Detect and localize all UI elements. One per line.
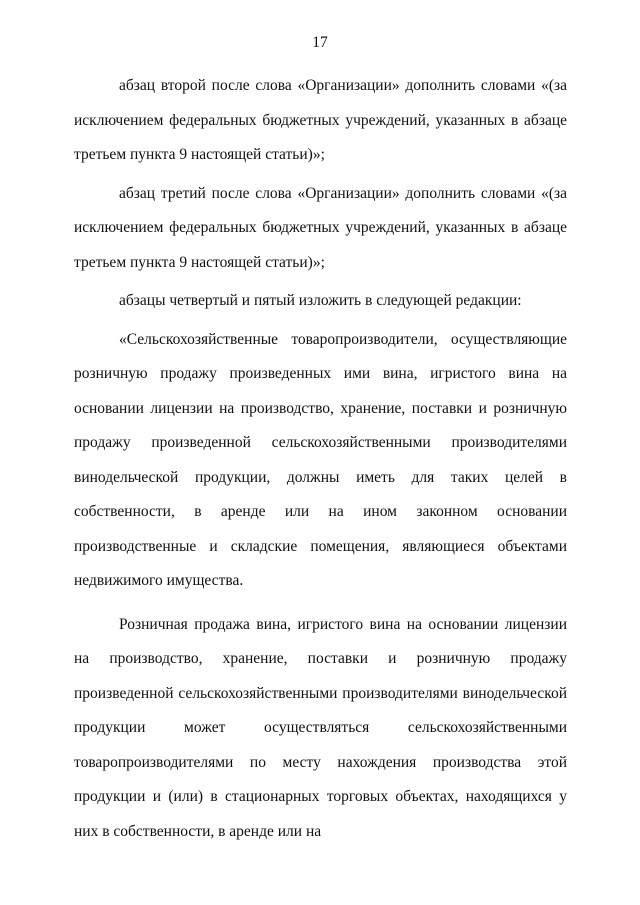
paragraph-5: Розничная продажа вина, игристого вина на основании лицензии на производство, хранение, поставки и розничную продажу произведенной сельскохозяйственными производителями винодельческой продукции может осуществляться сельскохозяйственными товаропроизводителями по месту нахождения производства этой продукции и (или) в стационарных торговых объектах, находящихся у них в собственности, в аренде или на [74, 615, 567, 840]
paragraph-3: абзацы четвертый и пятый изложить в следующей редакции: [119, 292, 522, 309]
document-body [74, 69, 567, 849]
paragraph-2: абзац третий после слова «Организации» дополнить словами «(за исключением федеральных бюджетных учреждений, указанных в абзаце третьем пункта 9 настоящей статьи)»; [74, 184, 567, 271]
page-number: 17 [312, 34, 328, 51]
paragraph-4: «Сельскохозяйственные товаропроизводители, осуществляющие розничную продажу произведенных ими вина, игристого вина на основании лицензии на производство, хранение, поставки и розничную продажу произведенной сельскохозяйственными производителями винодельческой продукции, должны иметь для таких целей в собственности, в аренде или на ином законном основании производственные и складские помещения, являющиеся объектами недвижимого имущества. [74, 330, 567, 589]
paragraph-1: абзац второй после слова «Организации» дополнить словами «(за исключением федеральных бюджетных учреждений, указанных в абзаце третьем пункта 9 настоящей статьи)»; [74, 77, 567, 163]
